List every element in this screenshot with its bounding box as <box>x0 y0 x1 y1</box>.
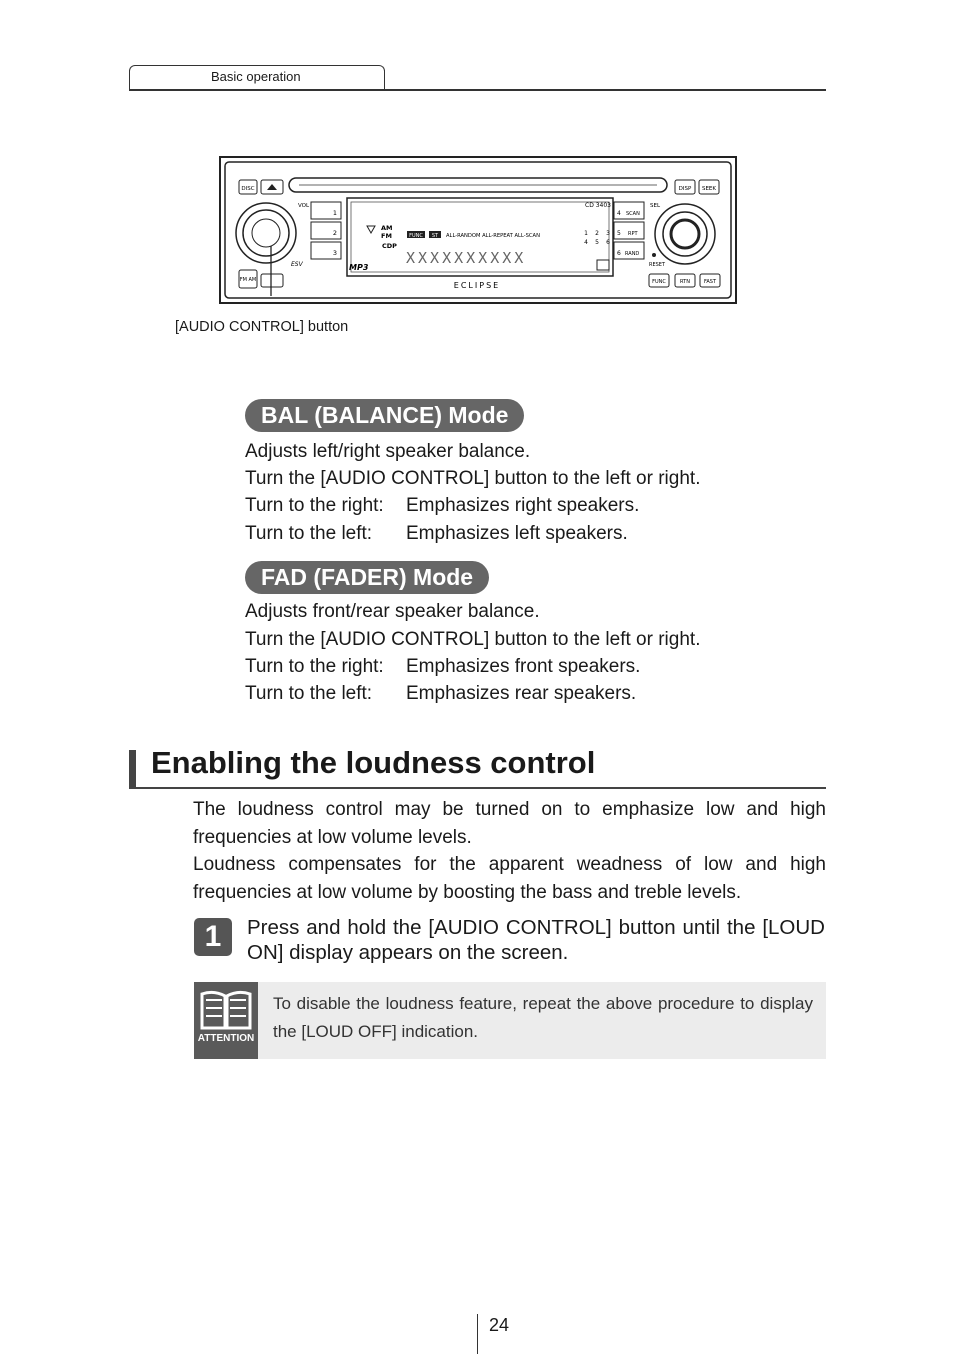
section-tab <box>129 65 385 89</box>
bal-right-text: Emphasizes right speakers. <box>406 495 640 516</box>
fad-left-label: Turn to the left: <box>245 683 373 704</box>
section-heading-bar <box>129 750 136 788</box>
bal-left-text: Emphasizes left speakers. <box>406 523 628 544</box>
disc-num-1: 1 <box>584 230 588 237</box>
esv-label: ESV <box>291 261 303 268</box>
mode-indicators: ALL-RANDOM ALL-REPEAT ALL-SCAN <box>446 233 540 239</box>
book-icon <box>194 982 258 1034</box>
segment-display: XXXXXXXXXX <box>406 249 527 267</box>
disc-num-5: 5 <box>595 239 599 246</box>
fad-left-text: Emphasizes rear speakers. <box>406 683 637 704</box>
car-stereo-illustration <box>219 156 737 304</box>
reset-label: RESET <box>649 262 666 268</box>
disc-icon <box>597 260 609 270</box>
disc-num-2: 2 <box>595 230 599 237</box>
section-tab-label: Basic operation <box>211 69 301 84</box>
figure-callout: [AUDIO CONTROL] button <box>175 319 349 335</box>
fm-am-label: FM AM <box>239 277 257 283</box>
disc-num-6: 6 <box>606 239 610 246</box>
disc-num-4: 4 <box>584 239 588 246</box>
am-indicator: AM <box>381 224 393 232</box>
scan-label: SCAN <box>626 211 640 217</box>
step-instruction: Press and hold the [AUDIO CONTROL] button until the [LOUD ON] display appears on the screen. <box>247 916 825 964</box>
rtn-label: RTN <box>680 279 690 285</box>
page-number: 24 <box>489 1315 510 1335</box>
func-label: FUNC <box>652 279 666 285</box>
attention-label: ATTENTION <box>197 1033 255 1044</box>
sel-label: SEL <box>650 203 661 209</box>
seek-label: SEEK <box>701 186 717 192</box>
attention-panel <box>194 982 258 1059</box>
model-label: CD 3403 <box>585 202 611 209</box>
vol-label: VOL <box>298 203 310 209</box>
mp3-logo: MP3 <box>349 263 369 272</box>
bal-right-label: Turn to the right: <box>245 495 384 516</box>
step-number-badge: 1 <box>194 918 232 956</box>
page-number-rule <box>477 1314 478 1354</box>
bal-left-label: Turn to the left: <box>245 523 373 544</box>
loudness-para2: Loudness compensates for the apparent weadness of low and high frequencies at low volume by boosting the bass and treble levels. <box>193 854 826 903</box>
bal-line2: Turn the [AUDIO CONTROL] button to the left or right. <box>245 468 701 489</box>
fad-line2: Turn the [AUDIO CONTROL] button to the left or right. <box>245 629 701 650</box>
fad-right-text: Emphasizes front speakers. <box>406 656 641 677</box>
rpt-label: RPT <box>628 231 638 237</box>
preset-5-label: 5 <box>617 230 621 237</box>
st-tag: ST <box>431 233 439 239</box>
disc-label: DISC <box>241 186 255 192</box>
fad-right-label: Turn to the right: <box>245 656 384 677</box>
rand-label: RAND <box>625 251 640 257</box>
section-title: Enabling the loudness control <box>151 745 596 780</box>
fm-indicator: FM <box>381 232 392 240</box>
loudness-para1: The loudness control may be turned on to emphasize low and high frequencies at low volume levels. <box>193 799 826 848</box>
disp-label: DISP <box>678 186 692 192</box>
preset-2-label: 2 <box>332 229 337 237</box>
preset-6-label: 6 <box>617 250 621 257</box>
section-rule <box>129 787 826 789</box>
header-rule <box>129 89 826 91</box>
bal-line1: Adjusts left/right speaker balance. <box>245 441 531 462</box>
func-tag: FUNC <box>409 233 423 239</box>
fad-mode-heading: FAD (FADER) Mode <box>245 561 489 594</box>
fad-line1: Adjusts front/rear speaker balance. <box>245 601 540 622</box>
disc-num-3: 3 <box>606 230 610 237</box>
preset-4-label: 4 <box>617 210 621 217</box>
preset-3-label: 3 <box>332 249 337 257</box>
brand-logo: ECLIPSE <box>453 281 501 290</box>
cdp-indicator: CDP <box>382 242 397 250</box>
fast-label: FAST <box>703 279 717 285</box>
attention-text: To disable the loudness feature, repeat the above procedure to display the [LOUD OFF] indication. <box>273 994 813 1041</box>
bal-mode-heading: BAL (BALANCE) Mode <box>245 399 524 432</box>
preset-1-label: 1 <box>332 209 337 217</box>
